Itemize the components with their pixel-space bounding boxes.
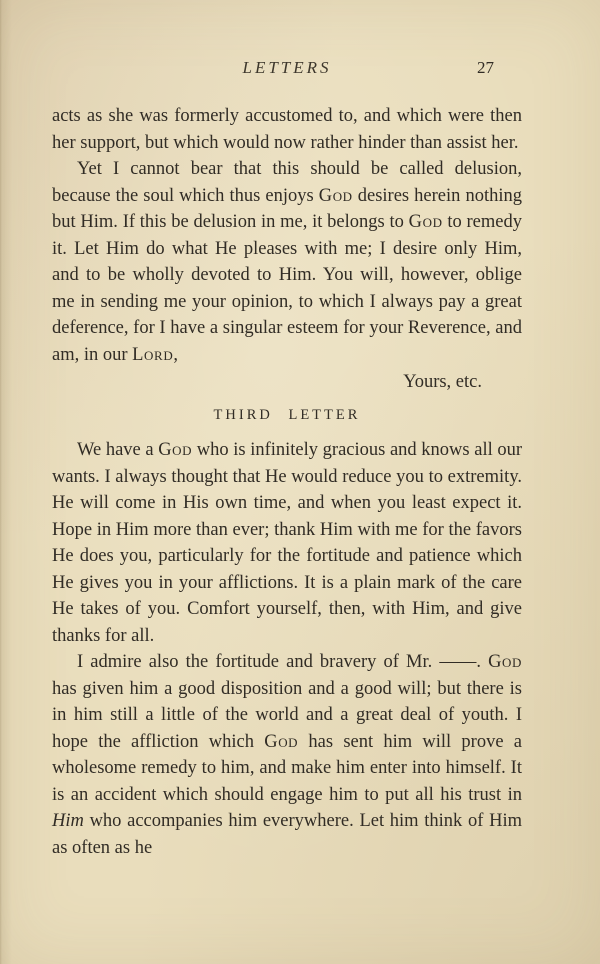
text-run: I admire also the fortitude and bravery of Mr. ——. xyxy=(77,652,489,672)
text-run: who is infinitely gracious and knows all our wants. I always thought that He would reduce you to extremity. He will come in His own time, and when you least expect it. Hope in Him more than ever; thank Him with me for the favors He does you, particularly for the fortitude and patience which He gives you in your afflictions. It is a plain mark of the care He takes of you. Comfort yourself, then, with Him, and give thanks for all. xyxy=(52,440,523,646)
smallcaps-text: God xyxy=(264,731,299,752)
signature: Yours, etc. xyxy=(403,372,482,392)
paragraph xyxy=(52,103,522,156)
page-body xyxy=(52,103,522,861)
italic-text: Him xyxy=(52,811,84,831)
text-run: to remedy it. Let Him do what He pleases with me; I desire only Him, and to be wholly devoted to Him. You will, however, oblige me in sending me your opinion, to which I always pay a great deference, for I have a singular esteem for your Reverence, and am, in our xyxy=(52,212,522,365)
text-run: We have a xyxy=(77,440,159,460)
page-header xyxy=(52,58,522,84)
text-run: has sent him will prove a wholesome remedy to him, and make him enter into himself. It is an accident which should engage him to put all his trust in xyxy=(52,731,522,805)
smallcaps-text: God xyxy=(158,440,193,460)
section-heading: THIRD LETTER xyxy=(213,407,361,423)
text-run: who accompanies him everywhere. Let him think of Him as often as he xyxy=(52,811,522,858)
text-run: acts as she was formerly accustomed to, and which were then her support, but which would now rather hinder than assist her. xyxy=(52,106,522,153)
smallcaps-text: God xyxy=(408,212,443,232)
page-content xyxy=(52,58,522,861)
text-run: , xyxy=(173,344,178,365)
paragraph xyxy=(52,649,522,861)
paragraph xyxy=(52,156,522,368)
page-number: 27 xyxy=(477,58,494,77)
text-run: has given him a good disposition and a good will; but there is in him still a little of the world and a great deal of youth. I hope the affliction which xyxy=(52,678,522,752)
smallcaps-text: God xyxy=(488,652,522,672)
text-run: Yet I cannot bear that this should be called delusion, because the soul which thus enjoys xyxy=(52,159,522,206)
smallcaps-text: God xyxy=(318,185,353,206)
smallcaps-text: Lord xyxy=(132,344,174,365)
running-title: LETTERS xyxy=(242,58,332,77)
text-run: desires herein nothing but Him. If this be delusion in me, it belongs to xyxy=(52,185,522,232)
paragraph xyxy=(52,437,522,649)
